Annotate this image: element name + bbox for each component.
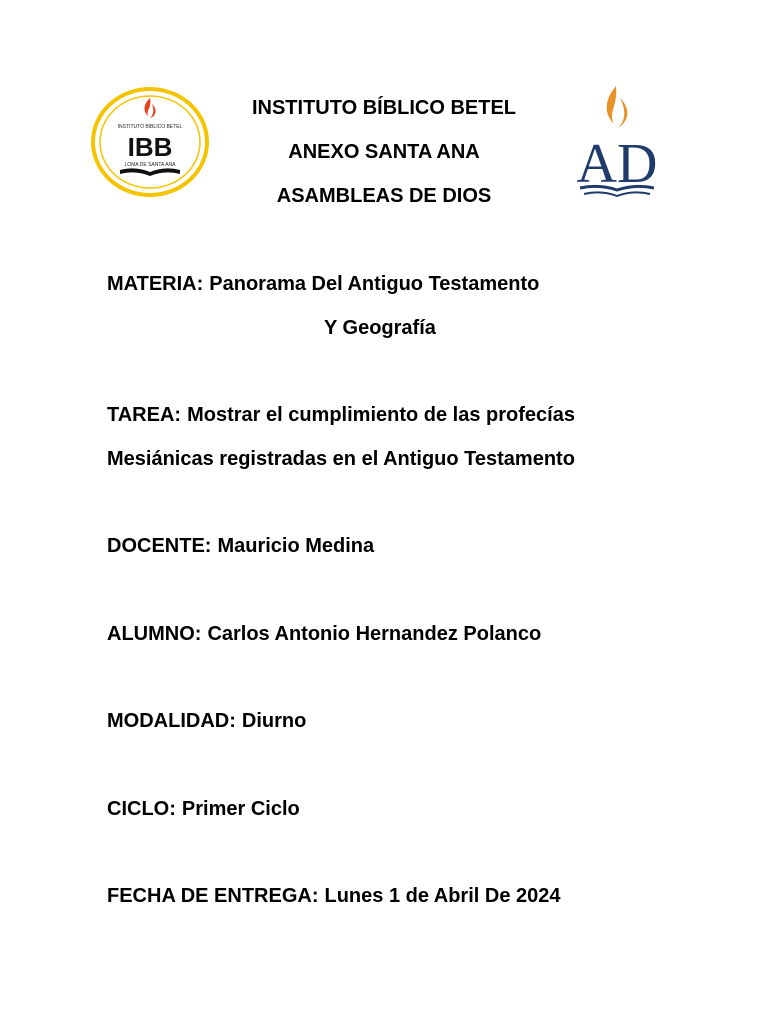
field-fecha-entrega <box>107 882 561 910</box>
field-alumno-label: ALUMNO: <box>107 623 202 645</box>
field-alumno-value: Carlos Antonio Hernandez Polanco <box>207 623 542 645</box>
header-line-institute: INSTITUTO BÍBLICO BETEL <box>251 97 517 119</box>
ibb-logo-abbr: IBB <box>127 132 173 162</box>
field-modalidad-label: MODALIDAD: <box>107 710 236 732</box>
field-alumno <box>107 620 541 648</box>
field-docente-value: Mauricio Medina <box>217 535 375 557</box>
ibb-logo-bottom-text: LOMA DE SANTA ANA <box>124 162 176 168</box>
field-fecha-entrega-label: FECHA DE ENTREGA: <box>107 885 319 907</box>
field-modalidad-value: Diurno <box>241 710 307 732</box>
ad-logo-letters: AD <box>576 133 658 195</box>
assemblies-of-god-logo-icon <box>574 84 660 202</box>
field-materia-value: Panorama Del Antiguo Testamento <box>209 273 540 295</box>
field-fecha-entrega-value: Lunes 1 de Abril De 2024 <box>324 885 561 907</box>
field-ciclo <box>107 795 300 823</box>
field-tarea-label: TAREA: <box>107 404 182 426</box>
ibb-logo-icon <box>90 86 210 198</box>
field-docente-label: DOCENTE: <box>107 535 212 557</box>
header-line-assemblies: ASAMBLEAS DE DIOS <box>276 185 492 207</box>
header-line-annex: ANEXO SANTA ANA <box>288 141 480 163</box>
field-materia-value-continued: Y Geografía <box>324 317 436 339</box>
field-tarea <box>107 401 575 429</box>
institution-header <box>214 92 554 224</box>
field-ciclo-value: Primer Ciclo <box>181 798 300 820</box>
field-materia <box>107 270 539 298</box>
field-materia-label: MATERIA: <box>107 273 204 295</box>
field-tarea-value-continued: Mesiánicas registradas en el Antiguo Testamento <box>107 448 575 470</box>
field-docente <box>107 532 374 560</box>
field-modalidad <box>107 707 306 735</box>
field-tarea-value: Mostrar el cumplimiento de las profecías <box>187 404 575 426</box>
ibb-logo-top-text: INSTITUTO BIBLICO BETEL <box>117 124 183 130</box>
field-ciclo-label: CICLO: <box>107 798 176 820</box>
